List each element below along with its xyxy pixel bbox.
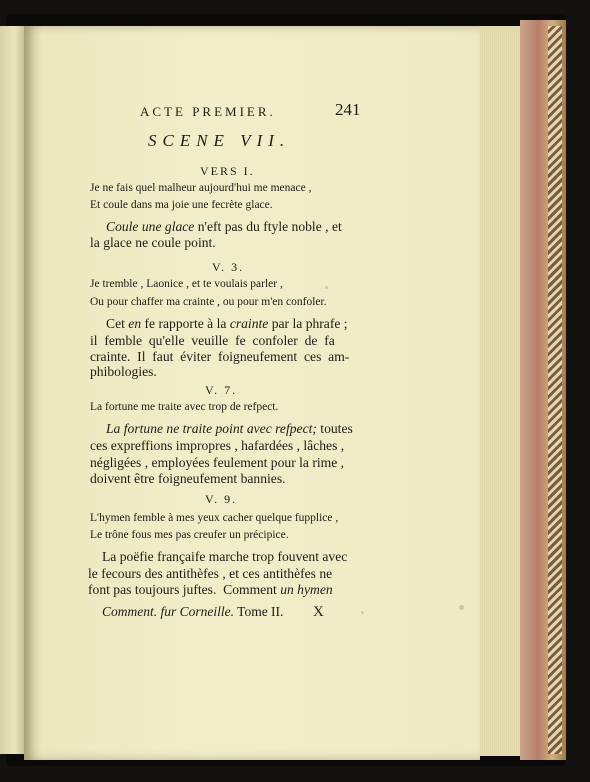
page-edges	[480, 26, 520, 756]
commentary-line: phibologies.	[90, 364, 157, 379]
verse-line: Je ne fais quel malheur aujourd'hui me menace ,	[90, 182, 312, 194]
verse-line: Je tremble , Laonice , et te voulais parler ,	[90, 278, 283, 290]
verse-line: Le trône fous mes pas creufer un précipice.	[90, 529, 289, 541]
commentary-line: il femble qu'elle veuille fe confoler de fa	[90, 333, 335, 348]
commentary-line: ces expreffions impropres , hafardées , lâches ,	[90, 438, 345, 453]
verse-line: Et coule dans ma joie une fecrète glace.	[90, 199, 273, 211]
commentary-line: Coule une glace n'eft pas du ftyle noble , et	[106, 219, 342, 234]
commentary-line: crainte. Il faut éviter foigneufement ces am-	[90, 349, 350, 364]
commentary-line: le fecours des antithèfes , et ces antithèfes ne	[88, 566, 333, 581]
verse-label: V. 7.	[205, 383, 238, 397]
page-number: 241	[335, 100, 361, 119]
paper-spot	[361, 611, 364, 614]
verse-label: V. 3.	[212, 260, 245, 274]
commentary-line: doivent être foigneufement bannies.	[90, 471, 286, 486]
footer-title: Comment. fur Corneille. Tome II.	[102, 604, 284, 619]
commentary-line: négligées , employées feulement pour la rime ,	[90, 455, 345, 470]
running-head: ACTE PREMIER.	[140, 104, 276, 119]
signature-mark: X	[313, 604, 324, 620]
commentary-line: La poëfie françaife marche trop fouvent avec	[102, 549, 348, 564]
commentary-line: font pas toujours juftes. Comment un hymen	[88, 582, 333, 597]
verse-line: Ou pour chaffer ma crainte , ou pour m'en confoler.	[90, 296, 327, 308]
verse-line: L'hymen femble à mes yeux cacher quelque fupplice ,	[90, 512, 339, 524]
verse-line: La fortune me traite avec trop de refpect.	[90, 401, 279, 413]
commentary-line: Cet en fe rapporte à la crainte par la phrafe ;	[106, 316, 348, 331]
verse-label: V. 9.	[205, 492, 238, 506]
facing-page-edge	[0, 26, 24, 754]
scene-title: SCENE VII.	[148, 131, 291, 150]
commentary-line: la glace ne coule point.	[90, 235, 216, 250]
verse-label: VERS I.	[200, 164, 255, 178]
paper-spot	[325, 286, 328, 289]
commentary-line: La fortune ne traite point avec refpect; toutes	[106, 421, 353, 436]
cover-decoration	[548, 26, 562, 754]
paper-spot	[459, 605, 464, 610]
